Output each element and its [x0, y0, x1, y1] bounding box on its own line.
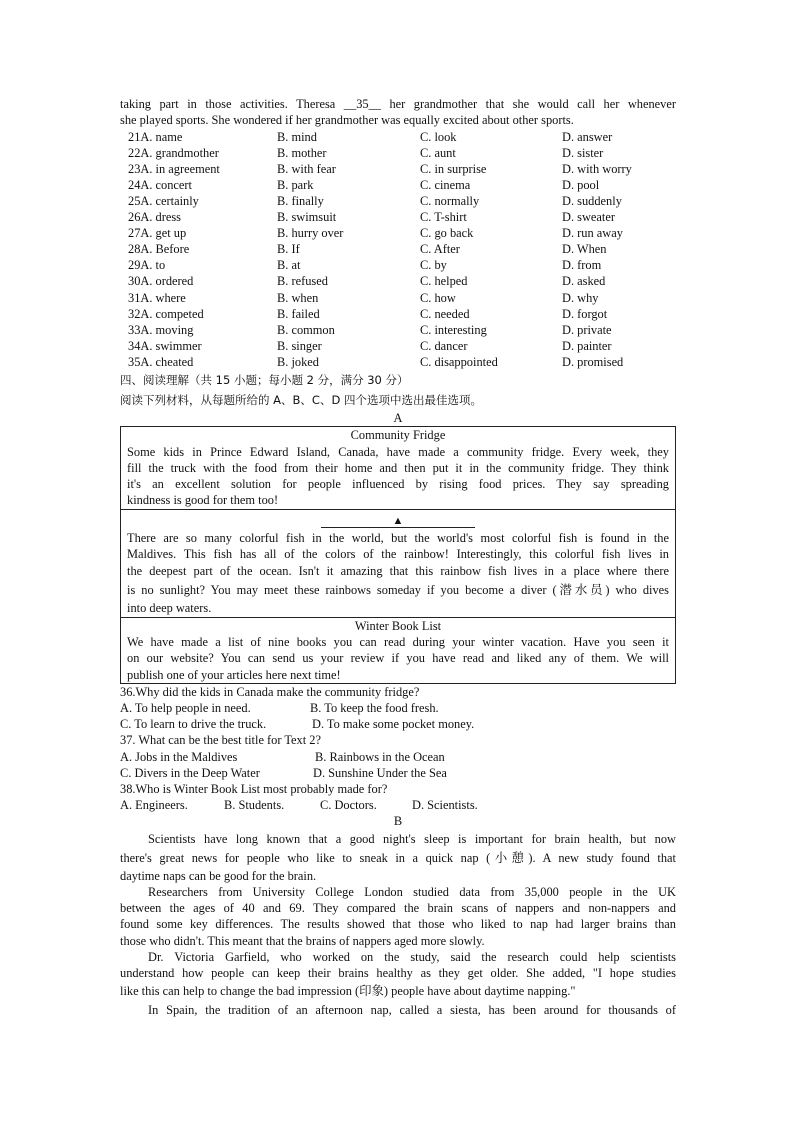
cloze-option-row [120, 225, 676, 241]
cloze-option-row [120, 338, 676, 354]
cloze-option: 34A. swimmer [128, 338, 202, 353]
question-options-row [120, 749, 676, 765]
passage-a-label: A [393, 411, 403, 425]
question-options-row [120, 765, 676, 781]
text3-line: We have made a list of nine books you can read during your winter vacation. Have you seen it [127, 634, 669, 649]
cloze-option: B. common [277, 322, 335, 337]
cloze-option: D. forgot [562, 306, 608, 321]
cloze-option: D. why [562, 290, 599, 305]
question-options-row [120, 797, 676, 813]
section-heading: 四、阅读理解（共 15 小题；每小题 2 分，满分 30 分） [120, 373, 409, 387]
cloze-option: 32A. competed [128, 306, 204, 321]
cloze-option-row [120, 354, 676, 370]
option-text: A. Engineers. [120, 798, 188, 813]
text2-line: into deep waters. [127, 601, 212, 616]
cloze-option: C. interesting [420, 322, 487, 337]
cloze-option: C. After [420, 242, 460, 257]
text2-line: Maldives. This fish has all of the colors of the rainbow! Interestingly, this colorful fish lives in [127, 547, 669, 562]
cloze-option: C. in surprise [420, 161, 487, 176]
triangle-mark: ▲ [321, 515, 475, 528]
option-text: D. Sunshine Under the Sea [313, 765, 447, 780]
cloze-option: D. private [562, 322, 612, 337]
cloze-option: B. with fear [277, 161, 336, 176]
cloze-option-row [120, 241, 676, 257]
option-text: D. To make some pocket money. [312, 717, 475, 732]
paragraph-line: Scientists have long known that a good night's sleep is important for brain health, but now [148, 831, 676, 846]
paragraph-line: understand how people can keep their brains healthy as they get older. She added, "I hope studies [120, 966, 676, 981]
cloze-option: D. sweater [562, 210, 615, 225]
cloze-option-row [120, 290, 676, 306]
question-stem: 38.Who is Winter Book List most probably made for? [120, 781, 388, 796]
cloze-option: 22A. grandmother [128, 145, 219, 160]
cloze-option: B. If [277, 242, 300, 257]
cloze-option: C. go back [420, 226, 474, 241]
text1-line: kindness is good for them too! [127, 493, 279, 508]
paragraph-line: between the ages of 40 and 69. They compared the brain scans of nappers and non-nappers and [120, 901, 676, 916]
passage-b-paragraph [120, 830, 676, 884]
option-text: B. Students. [224, 798, 285, 813]
cloze-option: C. disappointed [420, 354, 498, 369]
question-options-row [120, 700, 676, 716]
text2-line: is no sunlight? You may meet these rainbows someday if you become a diver (潜水员) who dives [127, 583, 669, 598]
paragraph-line: found some key differences. The results showed that those who liked to nap had larger brains than [120, 917, 676, 932]
cloze-option: B. finally [277, 193, 324, 208]
cloze-option: B. park [277, 177, 314, 192]
cloze-option: C. how [420, 290, 456, 305]
intro-text [120, 96, 676, 129]
cloze-option: C. by [420, 258, 447, 273]
cloze-option: 30A. ordered [128, 274, 194, 289]
paragraph-line: those who didn't. This meant that the brains of nappers aged more slowly. [120, 933, 485, 948]
intro-line: taking part in those activities. Theresa __35__ her grandmother that she would call her whenever [120, 97, 676, 111]
cloze-option: C. T-shirt [420, 210, 467, 225]
cloze-option: B. mind [277, 129, 317, 144]
text2-cell [121, 510, 675, 618]
cloze-option: 27A. get up [128, 226, 187, 241]
cloze-option: 26A. dress [128, 210, 181, 225]
cloze-option: 29A. to [128, 258, 166, 273]
cloze-option: 35A. cheated [128, 354, 194, 369]
cloze-option: B. when [277, 290, 319, 305]
text3-line: publish one of your articles here next time! [127, 667, 341, 682]
cloze-option-row [120, 257, 676, 273]
cloze-option-row [120, 161, 676, 177]
cloze-option: 23A. in agreement [128, 161, 220, 176]
passage-b-paragraph [120, 949, 676, 1001]
cloze-option-row [120, 273, 676, 289]
option-text: A. To help people in need. [120, 701, 251, 716]
cloze-option: D. sister [562, 145, 604, 160]
passage-a-box [120, 426, 676, 684]
paragraph-line: there's great news for people who like to sneak in a quick nap (小憩). A new study found that [120, 850, 676, 865]
text1-line: fill the truck with the food from their home and then put it in the community fridge. They think [127, 460, 669, 475]
cloze-option: C. look [420, 129, 457, 144]
cloze-option: D. suddenly [562, 193, 622, 208]
text2-line: the deepest part of the ocean. Isn't it amazing that this rainbow fish lives in a place where there [127, 564, 669, 579]
text3-line: on our website? You can send us your review if you have read and liked any of them. We will [127, 651, 669, 666]
cloze-option: B. swimsuit [277, 210, 337, 225]
option-text: C. Divers in the Deep Water [120, 765, 260, 780]
option-text: A. Jobs in the Maldives [120, 749, 238, 764]
cloze-option-row [120, 145, 676, 161]
text3-cell [121, 618, 675, 683]
cloze-option: B. refused [277, 274, 328, 289]
option-text: B. Rainbows in the Ocean [315, 749, 445, 764]
paragraph-line: like this can help to change the bad impression (印象) people have about daytime napping." [120, 983, 576, 998]
paragraph-line: Dr. Victoria Garfield, who worked on the study, said the research could help scientists [148, 950, 676, 964]
question-stem: 37. What can be the best title for Text 2? [120, 733, 321, 748]
text3-title: Winter Book List [354, 618, 442, 633]
cloze-option: D. run away [562, 226, 623, 241]
intro-line: she played sports. She wondered if her grandmother was equally excited about other sports. [120, 113, 574, 128]
paragraph-line: Researchers from University College London studied data from 35,000 people in the UK [148, 884, 676, 899]
cloze-option: 33A. moving [128, 322, 194, 337]
option-text: C. Doctors. [320, 798, 377, 813]
passage-b-paragraph [120, 1001, 676, 1020]
cloze-option: B. hurry over [277, 226, 344, 241]
cloze-option: D. from [562, 258, 602, 273]
cloze-option-row [120, 209, 676, 225]
text1-cell [121, 427, 675, 509]
exam-page [120, 96, 676, 1020]
cloze-option: 31A. where [128, 290, 186, 305]
cloze-option: C. needed [420, 306, 470, 321]
cloze-options [120, 129, 676, 370]
passage-b-label: B [393, 814, 403, 829]
cloze-option: C. aunt [420, 145, 456, 160]
cloze-option: B. joked [277, 354, 319, 369]
cloze-option: D. asked [562, 274, 606, 289]
paragraph-line: daytime naps can be good for the brain. [120, 868, 317, 883]
cloze-option: B. mother [277, 145, 327, 160]
cloze-option: D. pool [562, 177, 600, 192]
cloze-option: C. helped [420, 274, 468, 289]
text2-title-blank [127, 510, 669, 530]
cloze-option-row [120, 322, 676, 338]
cloze-option: C. normally [420, 193, 480, 208]
cloze-option: D. promised [562, 354, 624, 369]
cloze-option: D. answer [562, 129, 613, 144]
cloze-option: D. When [562, 242, 607, 257]
cloze-option: D. painter [562, 338, 612, 353]
paragraph-line: In Spain, the tradition of an afternoon nap, called a siesta, has been around for thousands of [148, 1002, 676, 1017]
option-text: D. Scientists. [412, 798, 478, 813]
cloze-option-row [120, 306, 676, 322]
passage-b-paragraph [120, 884, 676, 949]
cloze-option: C. cinema [420, 177, 471, 192]
option-text: C. To learn to drive the truck. [120, 717, 267, 732]
cloze-option: B. at [277, 258, 301, 273]
cloze-option-row [120, 193, 676, 209]
section-instruction: 阅读下列材料，从每题所给的 A、B、C、D 四个选项中选出最佳选项。 [120, 393, 482, 407]
text1-title: Community Fridge [350, 428, 446, 443]
text1-line: Some kids in Prince Edward Island, Canada, have made a community fridge. Every week, they [127, 444, 669, 459]
option-text: B. To keep the food fresh. [310, 701, 439, 716]
cloze-option-row [120, 177, 676, 193]
cloze-option: 28A. Before [128, 242, 190, 257]
cloze-option: 25A. certainly [128, 193, 199, 208]
cloze-option: 21A. name [128, 129, 183, 144]
text2-line: There are so many colorful fish in the world, but the world's most colorful fish is found in the [127, 530, 669, 545]
cloze-option: B. failed [277, 306, 320, 321]
cloze-option: D. with worry [562, 161, 632, 176]
cloze-option: C. dancer [420, 338, 468, 353]
cloze-option-row [120, 129, 676, 145]
cloze-option: 24A. concert [128, 177, 192, 192]
cloze-option: B. singer [277, 338, 322, 353]
questions-a [120, 684, 676, 813]
question-stem: 36.Why did the kids in Canada make the community fridge? [120, 684, 420, 699]
question-options-row [120, 716, 676, 732]
text1-line: it's an excellent solution for people influenced by rising food prices. They say spreading [127, 477, 669, 492]
